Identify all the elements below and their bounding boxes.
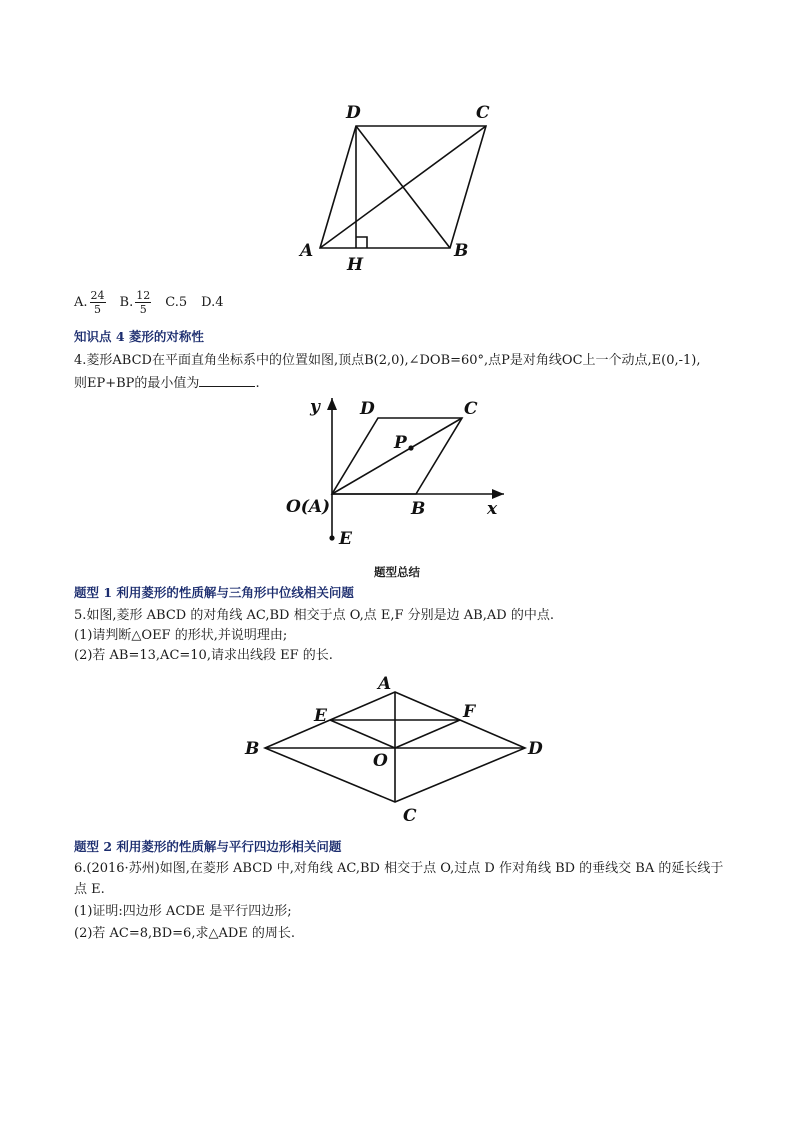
option-a-denominator: 5: [94, 303, 102, 316]
label-b: B: [411, 499, 426, 519]
label-e: E: [339, 529, 352, 549]
q6-line2: 点 E.: [74, 882, 105, 897]
label-d: D: [346, 103, 361, 123]
option-d: D.4: [201, 295, 224, 310]
label-f: F: [463, 702, 476, 722]
answer-blank: [199, 372, 255, 387]
option-b-fraction: [135, 289, 151, 316]
label-h: H: [347, 255, 364, 275]
label-x: x: [487, 499, 498, 519]
label-b: B: [245, 739, 260, 759]
label-c: C: [476, 103, 490, 123]
q6-line3: (1)证明:四边形 ACDE 是平行四边形;: [74, 904, 292, 919]
label-b: B: [454, 241, 469, 261]
type1-heading: 题型 1 利用菱形的性质解与三角形中位线相关问题: [74, 585, 354, 600]
option-b-numerator: 12: [136, 289, 151, 302]
q5-line1: 5.如图,菱形 ABCD 的对角线 AC,BD 相交于点 O,点 E,F 分别是边 AB,AD 的中点.: [74, 608, 554, 623]
q4-line2-prefix: 则EP+BP的最小值为: [74, 376, 200, 391]
q5-line2: (1)请判断△OEF 的形状,并说明理由;: [74, 628, 288, 643]
q5-line3: (2)若 AB=13,AC=10,请求出线段 EF 的长.: [74, 648, 333, 663]
figure-rhombus-midpoints: [240, 670, 560, 828]
option-a-numerator: 24: [90, 289, 105, 302]
label-e: E: [314, 706, 327, 726]
right-angle-mark: [356, 237, 367, 248]
q6-line4: (2)若 AC=8,BD=6,求△ADE 的周长.: [74, 926, 296, 941]
label-c: C: [464, 399, 478, 419]
summary-title: 题型总结: [374, 565, 420, 579]
option-b-denominator: 5: [139, 303, 147, 316]
q6-line1: 6.(2016·苏州)如图,在菱形 ABCD 中,对角线 AC,BD 相交于点 O,过点 D 作对角线 BD 的垂线交 BA 的延长线于: [74, 861, 724, 876]
q4-line2: [74, 372, 260, 393]
label-d: D: [360, 399, 375, 419]
option-a-fraction: [90, 289, 106, 316]
option-b: [120, 289, 152, 316]
q3-options: [74, 289, 223, 316]
label-c: C: [403, 806, 417, 826]
section4-heading: 知识点 4 菱形的对称性: [74, 329, 204, 344]
figure-rhombus-height: [290, 98, 510, 276]
option-a-prefix: A.: [74, 295, 88, 310]
option-a: [74, 289, 106, 316]
x-axis-arrow: [492, 489, 504, 499]
diagonal-ac: [320, 126, 486, 248]
point-p-dot: [408, 445, 413, 450]
type2-heading: 题型 2 利用菱形的性质解与平行四边形相关问题: [74, 839, 342, 854]
option-c: C.5: [165, 295, 188, 310]
q4-line2-suffix: .: [255, 376, 260, 391]
y-axis-arrow: [327, 398, 337, 410]
segment-eo: [330, 720, 395, 748]
label-p: P: [394, 433, 407, 453]
q4-line1: 4.菱形ABCD在平面直角坐标系中的位置如图,顶点B(2,0),∠DOB=60°,点P是对角线OC上一个动点,E(0,-1),: [74, 353, 701, 368]
label-o-a: O(A): [286, 497, 331, 517]
label-o: O: [373, 751, 388, 771]
figure-coordinate-rhombus: [282, 394, 512, 556]
option-b-prefix: B.: [119, 295, 134, 310]
label-y: y: [310, 397, 320, 417]
diagonal-oc: [332, 418, 462, 494]
label-a: A: [300, 241, 314, 261]
segment-fo: [395, 720, 460, 748]
label-d: D: [528, 739, 543, 759]
point-e-dot: [329, 535, 334, 540]
label-a: A: [378, 674, 392, 694]
